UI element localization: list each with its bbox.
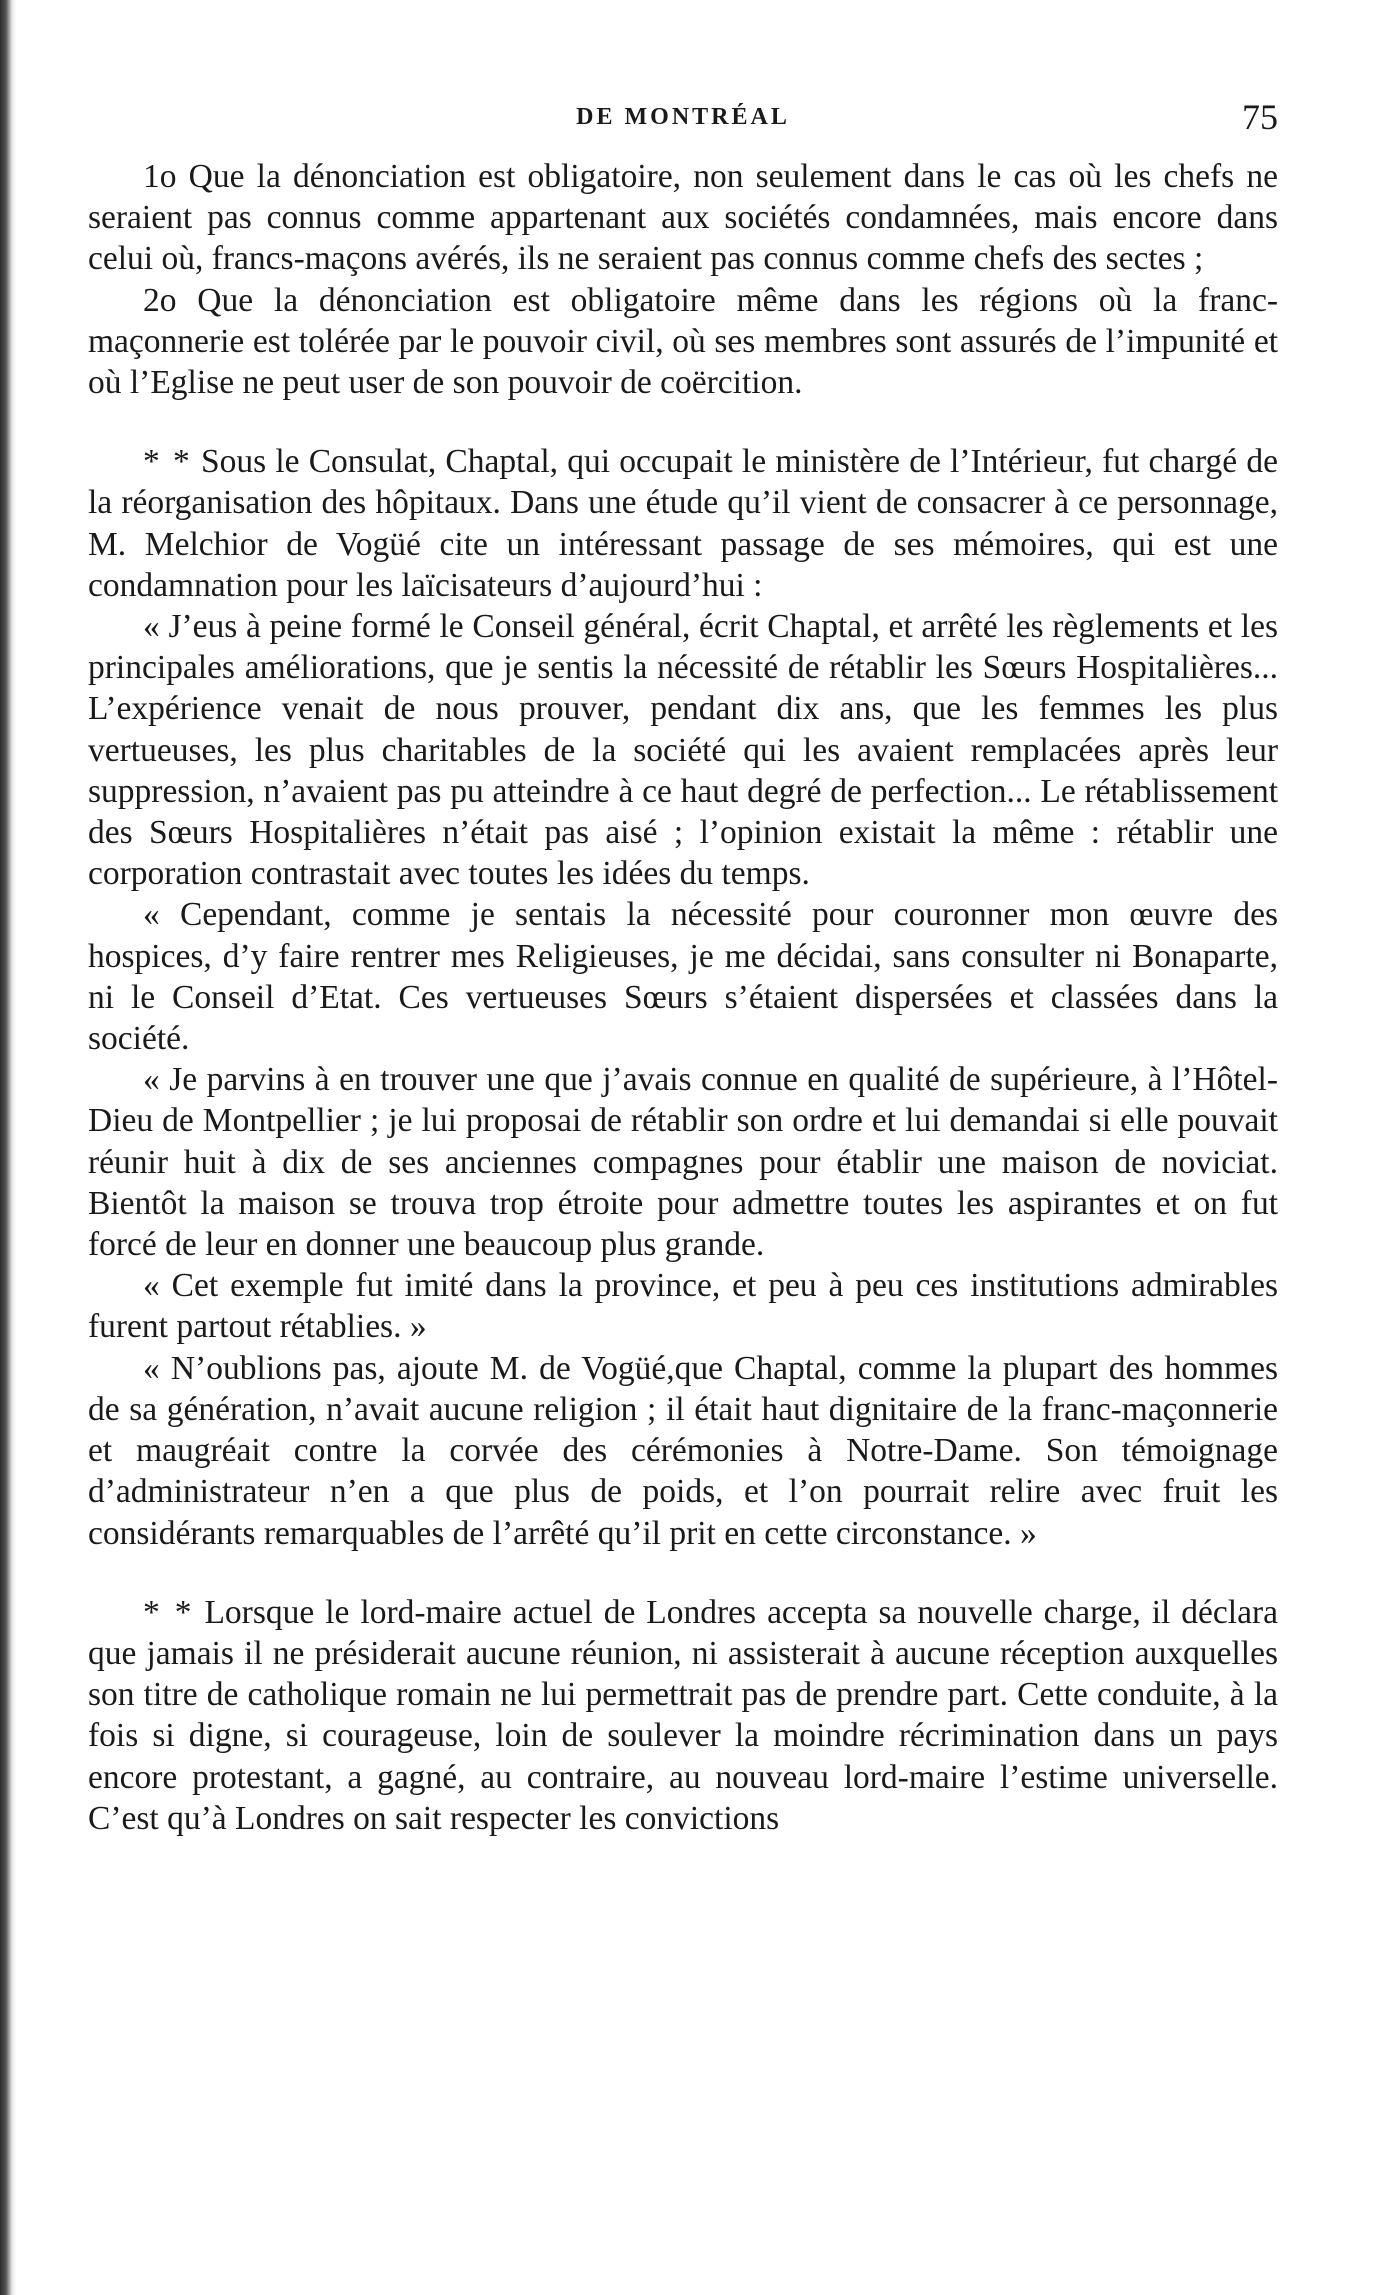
paragraph-lord-maire [88, 1592, 1278, 1839]
quote-paragraph-4: « Cet exemple fut imité dans la province, et peu à peu ces institutions admirables furent partout rétablies. » [88, 1267, 1278, 1346]
page-number: 75 [1242, 97, 1278, 137]
paragraph-chaptal [88, 441, 1278, 606]
book-spine-edge [0, 0, 16, 2295]
paragraph-2: 2o Que la dénonciation est obligatoire même dans les régions où la franc-maçonnerie est tolérée par le pouvoir civil, où ses membres sont assurés de l’impunité et où l’Eglise ne peut user de son pouvoir de coërcition. [88, 281, 1278, 402]
section-mark: * * [143, 443, 192, 481]
paragraph-1: 1o Que la dénonciation est obligatoire, non seulement dans le cas où les chefs ne seraient pas connus comme appartenant aux sociétés condamnées, mais encore dans celui où, francs-maçons avérés, ils ne seraient pas connus comme chefs des sectes ; [88, 158, 1278, 278]
paragraph-chaptal-text: Sous le Consulat, Chaptal, qui occupait le ministère de l’Intérieur, fut chargé de la réorganisation des hôpitaux. Dans une étude qu’il vient de consacrer à ce personnage, M. Melchior de Vogüé cite un intéressant passage de ses mémoires, qui est une condamnation pour les laïcisateurs d’aujourd’hui : [88, 443, 1278, 604]
section-mark-2: * * [143, 1593, 194, 1631]
quote-paragraph-2: « Cependant, comme je sentais la nécessité pour couronner mon œuvre des hospices, d’y faire rentrer mes Religieuses, je me décidai, sans consulter ni Bonaparte, ni le Conseil d’Etat. Ces vertueuses Sœurs s’étaient dispersées et classées dans la société. [88, 896, 1278, 1058]
page-body [88, 156, 1278, 1839]
quote-paragraph-3: « Je parvins à en trouver une que j’avais connue en qualité de supérieure, à l’Hôtel-Dieu de Montpellier ; je lui proposai de rétablir son ordre et lui demandai si elle pouvait réunir huit à dix de ses anciennes compagnes pour établir une maison de noviciat. Bientôt la maison se trouva trop étroite pour admettre toutes les aspirantes et on fut forcé de leur en donner une beaucoup plus grande. [88, 1061, 1278, 1264]
running-title: DE MONTRÉAL [576, 104, 790, 130]
quote-paragraph-5: « N’oublions pas, ajoute M. de Vogüé,que Chaptal, comme la plupart des hommes de sa génération, n’avait aucune religion ; il était haut dignitaire de la franc-maçonnerie et maugréait contre la corvée des cérémonies à Notre-Dame. Son témoignage d’administrateur n’en a que plus de poids, et l’on pourrait relire avec fruit les considérants remarquables de l’arrêté qu’il prit en cette circonstance. » [88, 1349, 1278, 1552]
paragraph-lord-maire-text: Lorsque le lord-maire actuel de Londres accepta sa nouvelle charge, il déclara que jamais il ne présiderait aucune réunion, ni assisterait à aucune réception auxquelles son titre de catholique romain ne lui permettrait pas de prendre part. Cette conduite, à la fois si digne, si courageuse, loin de soulever la moindre récrimination dans un pays encore protestant, a gagné, au contraire, au nouveau lord-maire l’estime universelle. C’est qu’à Londres on sait respecter les convictions [88, 1593, 1278, 1837]
quote-paragraph-1: « J’eus à peine formé le Conseil général, écrit Chaptal, et arrêté les règlements et les principales améliorations, que je sentis la nécessité de rétablir les Sœurs Hospitalières... L’expérience venait de nous prouver, pendant dix ans, que les femmes les plus vertueuses, les plus charitables de la société qui les avaient remplacées après leur suppression, n’avaient pas pu atteindre à ce haut degré de perfection... Le rétablissement des Sœurs Hospitalières n’était pas aisé ; l’opinion existait la même : rétablir une corporation contrastait avec toutes les idées du temps. [88, 608, 1278, 893]
book-page [88, 96, 1278, 1839]
page-header [88, 96, 1278, 148]
